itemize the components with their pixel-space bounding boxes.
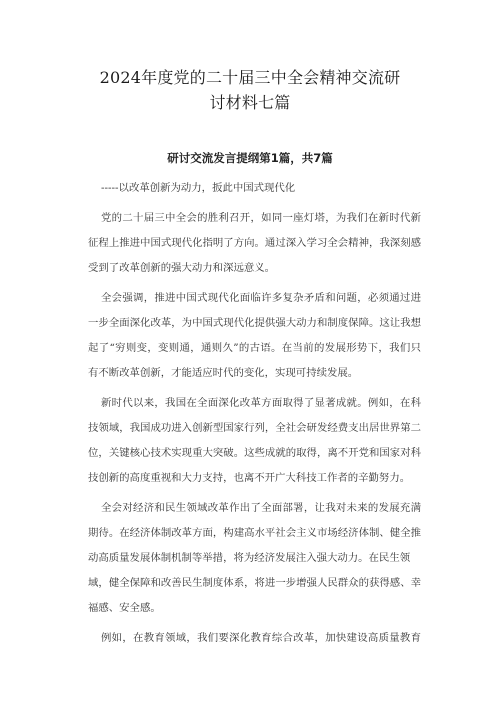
paragraph-2	[88, 286, 421, 386]
paragraph-3-line-4: 技创新的高度重视和大力支持，也离不开广大科技工作者的辛勤努力。	[88, 472, 411, 484]
paragraph-1-line-2: 征程上推进中国式现代化指明了方向。通过深入学习全会精神，我深刻感	[88, 237, 421, 249]
paragraph-4	[88, 496, 421, 621]
paragraph-3-line-3: 位，关键核心技术实现重大突破。这些成就的取得，离不开党和国家对科	[88, 447, 421, 459]
paragraph-2-line-1: 全会强调，推进中国式现代化面临许多复杂矛盾和问题，必须通过进	[101, 292, 421, 304]
paragraph-2-line-3: 起了“穷则变，变则通，通则久”的古语。在当前的发展形势下，我们只	[88, 342, 421, 354]
paragraph-3-line-2: 技领域，我国成功进入创新型国家行列，全社会研发经费支出居世界第二	[88, 422, 421, 434]
document-tagline: -----以改革创新为动力，扳此中国式现代化	[101, 182, 296, 194]
document-subtitle: 研讨交流发言提纲第1篇，共7篇	[167, 151, 333, 165]
paragraph-4-line-1: 全会对经济和民生领域改革作出了全面部署，让我对未来的发展充满	[101, 502, 421, 514]
paragraph-4-line-5: 福感、安全感。	[88, 602, 161, 614]
paragraph-4-line-2: 期待。在经济体制改革方面，构建高水平社会主义市场经济体制、健全推	[88, 527, 421, 539]
paragraph-2-line-2: 一步全面深化改革，为中国式现代化提供强大动力和制度保障。这让我想	[88, 317, 421, 329]
paragraph-1-line-1: 党的二十届三中全会的胜利召开，如同一座灯塔，为我们在新时代新	[101, 212, 421, 224]
document-body	[88, 176, 421, 651]
paragraph-1-line-3: 受到了改革创新的强大动力和深远意义。	[88, 262, 276, 274]
document-title	[0, 65, 500, 115]
document-title-line-2: 讨材料七篇	[209, 93, 291, 112]
document-title-line-1: 2024年度党的二十届三中全会精神交流研	[99, 68, 401, 87]
paragraph-5	[88, 626, 421, 651]
paragraph-3-line-1: 新时代以来，我国在全面深化改革方面取得了显著成就。例如，在科	[101, 397, 421, 409]
paragraph-2-line-4: 有不断改革创新，才能适应时代的变化，实现可持续发展。	[88, 367, 359, 379]
paragraph-3	[88, 391, 421, 491]
paragraph-5-line-1: 例如，在教育领域，我们要深化教育综合改革，加快建设高质量教育	[101, 632, 421, 644]
paragraph-4-line-4: 域，健全保障和改善民生制度体系，将进一步增强人民群众的获得感、幸	[88, 577, 421, 589]
paragraph-1	[88, 206, 421, 281]
paragraph-4-line-3: 动高质量发展体制机制等举措，将为经济发展注入强大动力。在民生领	[88, 552, 411, 564]
